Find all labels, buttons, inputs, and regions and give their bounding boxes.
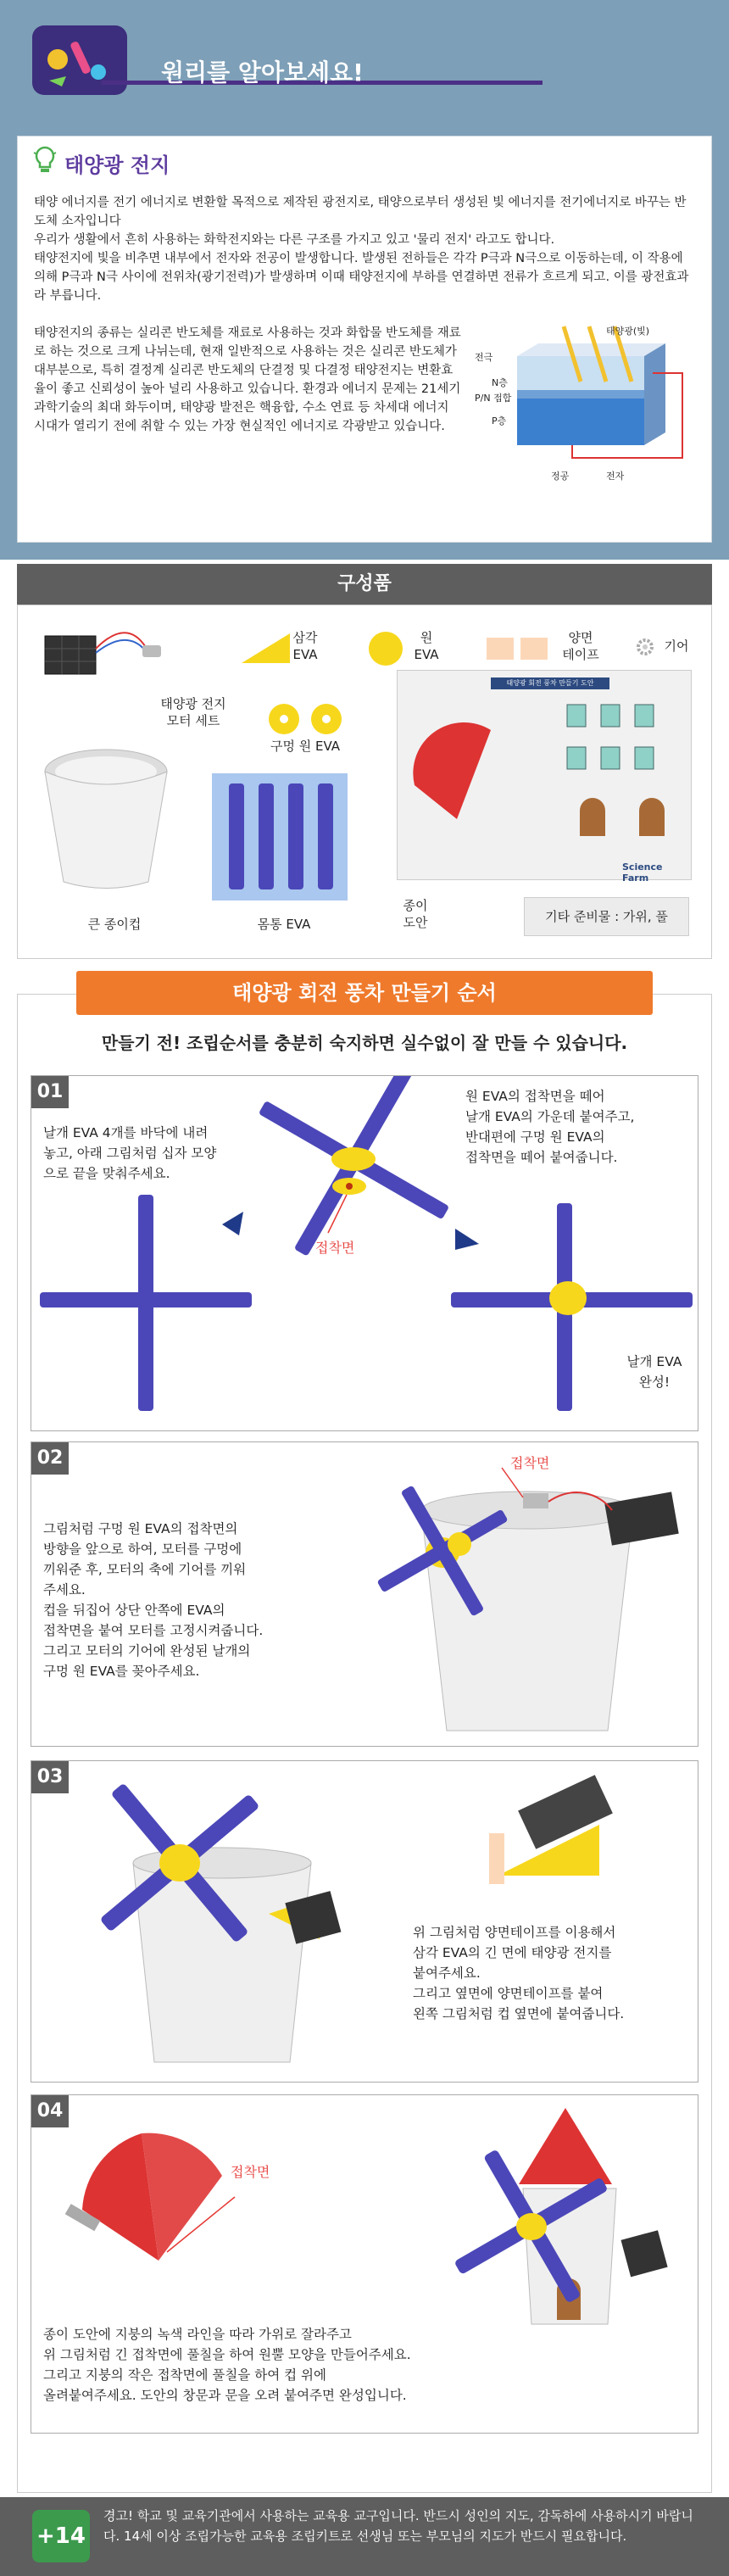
holed-circle-eva-image: [263, 700, 352, 742]
step-4: [31, 2094, 698, 2434]
header-title: 원리를 알아보세요!: [161, 59, 364, 86]
footer-warning: 경고! 학교 및 교육기관에서 사용하는 교육용 교구입니다. 반드시 성인의 지도, 감독하에 사용하시기 바랍니다. 14세 이상 조립가능한 교육용 조립키트로 선생님 또는 부모님의 지도가 반드시 필요합니다.: [103, 2508, 693, 2544]
step-1: [31, 1075, 698, 1431]
part-label-blade: 몸통 EVA: [257, 917, 311, 932]
step-3-illustration: [74, 1770, 353, 2075]
intro-paragraph-2: 우리가 생활에서 흔히 사용하는 화학전지와는 다른 구조를 가지고 있고 '물리 전지' 라고도 합니다.: [34, 233, 555, 247]
diagram-label-junction: P/N 접합: [475, 393, 512, 404]
intro-paragraphs: [34, 193, 695, 305]
circle-eva-image: [364, 627, 407, 673]
lightbulb-icon: [32, 144, 58, 178]
steps-title: 태양광 회전 풍차 만들기 순서: [76, 971, 653, 1015]
step-3-text: 위 그림처럼 양면테이프를 이용해서 삼각 EVA의 긴 면에 태양광 전지를 붙여주세요. 그리고 옆면에 양면테이프를 붙여 왼쪽 그림처럼 컵 옆면에 붙여줍니다.: [413, 1925, 625, 2021]
step-4-roof-pattern: [65, 2116, 252, 2278]
double-tape-image: [485, 634, 553, 666]
part-label-motor: 태양광 전지 모터 세트: [160, 696, 226, 728]
diagram-label-hole: 정공: [551, 471, 570, 482]
part-label-circle: 원 EVA: [414, 630, 439, 662]
step-number: 03: [31, 1761, 69, 1793]
part-label-triangle: 삼각 EVA: [292, 630, 318, 662]
sheet-caption: 태양광 회전 풍차 만들기 도안: [506, 679, 594, 687]
part-label-tape: 양면 테이프: [562, 630, 599, 662]
step-1-glue-label: 접착면: [315, 1240, 355, 1256]
step-number: 01: [31, 1076, 69, 1108]
sheet-brand: Science Farm: [622, 861, 663, 884]
blade-eva-image: [212, 773, 348, 904]
step-number: 02: [31, 1442, 69, 1475]
step-4-windmill: [430, 2108, 693, 2328]
intro-paragraph-1: 태양 에너지를 전기 에너지로 변환할 목적으로 제작된 광전지로, 태양으로부터 생성된 빛 에너지를 전기에너지로 바꾸는 반도체 소자입니다: [34, 196, 687, 228]
steps-notice: 만들기 전! 조립순서를 충분히 숙지하면 실수없이 잘 만들 수 있습니다.: [101, 1033, 628, 1053]
gear-icon: [632, 634, 658, 663]
step-4-glue-label: 접착면: [231, 2164, 270, 2180]
solar-motor-image: [41, 623, 168, 686]
diagram-label-electrode: 전극: [475, 352, 493, 363]
parts-title: 구성품: [17, 564, 712, 605]
step-1-right-text: 원 EVA의 접착면을 떼어 날개 EVA의 가운데 붙여주고, 반대편에 구멍 원 EVA의 접착면을 떼어 붙여줍니다.: [465, 1089, 635, 1165]
step-3: [31, 1760, 698, 2083]
intro-paragraph-4: 태양전지의 종류는 실리콘 반도체를 재료로 사용하는 것과 화합물 반도체를 재료로 하는 것으로 크게 나뉘는데, 현재 일반적으로 사용하는 것은 실리콘 반도체가 대부분으로, 특히 결정계 실리콘 반도체의 단결정 및 다결정 태양전지는 변환효율이 좋고 신뢰성이 높아 널리 사용하고 있습니다. 환경과 에너지 문제는 21세기 과학기술의 최대 화두이며, 태양광 발전은 핵융합, 수소 연료 등 차세대 에너지 시대가 열리기 전에 취할 수 있는 가장 현실적인 에너지로 각광받고 있습니다.: [34, 326, 461, 433]
step-number: 04: [31, 2095, 69, 2127]
step-3-solar-triangle: [472, 1774, 625, 1893]
solar-cell-diagram: [470, 322, 699, 496]
paper-cup-image: [38, 738, 174, 902]
part-label-paper: 종이 도안: [403, 898, 428, 930]
blade-assembly-center: [209, 1076, 498, 1306]
age-badge: +14: [32, 2510, 90, 2562]
part-label-gear: 기어: [664, 638, 689, 654]
step-1-left-text: 날개 EVA 4개를 바닥에 내려 놓고, 아래 그림처럼 십자 모양 으로 끝을 맞춰주세요.: [43, 1125, 217, 1181]
intro-heading: 태양광 전지: [64, 153, 170, 177]
part-label-cup: 큰 종이컵: [87, 917, 142, 932]
part-label-holed: 구멍 원 EVA: [270, 739, 341, 754]
extra-materials: 기타 준비물 : 가위, 풀: [524, 897, 689, 936]
step-4-text: 종이 도안에 지붕의 녹색 라인을 따라 가위로 잘라주고 위 그림처럼 긴 접착면에 풀칠을 하여 원뿔 모양을 만들어주세요. 그리고 지붕의 작은 접착면에 풀칠을 하여 컵 위에 올려붙여주세요. 도안의 창문과 문을 오려 붙여주면 완성입니다.: [43, 2327, 411, 2403]
diagram-label-p: P층: [492, 415, 507, 427]
diagram-label-sun: 태양광(빛): [606, 326, 650, 337]
step-2-text: 그림처럼 구멍 원 EVA의 접착면의 방향을 앞으로 하여, 모터를 구멍에 끼워준 후, 모터의 축에 기어를 끼워 주세요. 컵을 뒤집어 상단 안쪽에 EVA의 접착면을 붙여 모터를 고정시켜줍니다. 그리고 모터의 기어에 완성된 날개의 구멍 원 EVA를 꽂아주세요.: [43, 1521, 264, 1679]
step-2-illustration: [353, 1451, 693, 1743]
step-2-glue-label: 접착면: [510, 1455, 550, 1471]
diagram-label-n: N층: [492, 377, 508, 388]
step-2: [31, 1441, 698, 1747]
diagram-label-electron: 전자: [606, 471, 625, 482]
step-1-done-label: 날개 EVA 완성!: [626, 1354, 682, 1390]
intro-paragraph-3: 태양전지에 빛을 비추면 내부에서 전자와 전공이 발생합니다. 발생된 전하들은 각각 P극과 N극으로 이동하는데, 이 작용에 의해 P극과 N극 사이에 전위차(광기전력)가 발생하며 이때 태양전지에 부하를 연결하면 전류가 흐르게 되고. 이를 광전효과라 부릅니다.: [34, 252, 689, 303]
blade-cross-flat: [40, 1195, 252, 1411]
paper-design-sheet: [397, 670, 692, 884]
